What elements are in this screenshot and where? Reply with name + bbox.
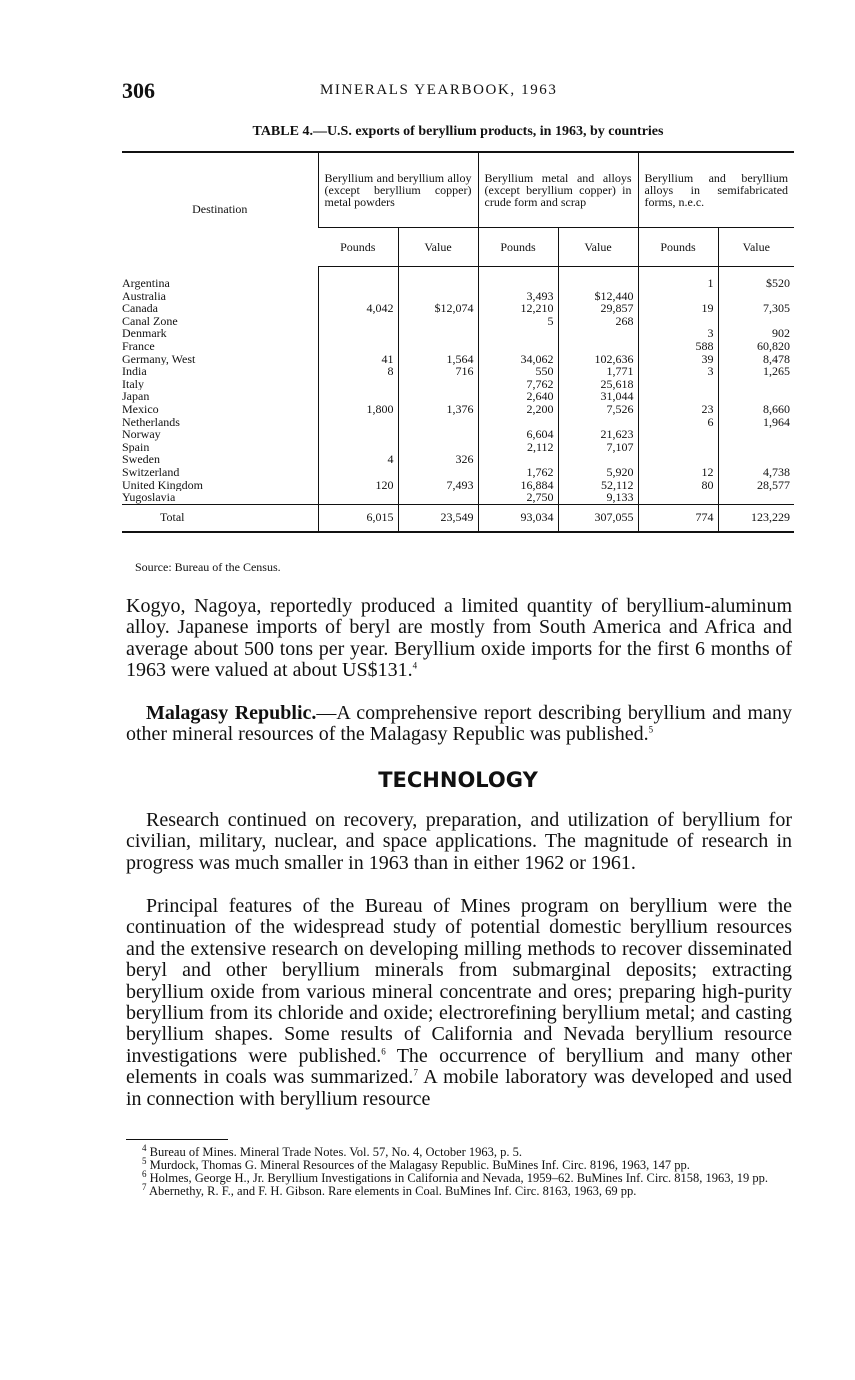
column-header: Value	[558, 228, 638, 267]
value-cell: 1,564	[398, 353, 478, 366]
value-cell: 8	[318, 365, 398, 378]
running-head	[122, 78, 794, 104]
value-cell	[718, 390, 794, 403]
footnote-ref: 6	[381, 1046, 386, 1057]
value-cell: 2,112	[478, 441, 558, 454]
value-cell	[638, 290, 718, 303]
paragraph-text: —A comprehensive report describing beryllium and many other mineral resources of the Malagasy Republic was published.	[126, 702, 792, 746]
value-cell	[398, 466, 478, 479]
footnote-ref: 4	[412, 660, 418, 671]
paragraph-research: Research continued on recovery, preparation, and utilization of beryllium for civilian, military, nuclear, and space applications. The magnitude of research in progress was much smaller in 1963 than in either 1962 or 1961.	[126, 809, 792, 874]
country-cell: Australia	[122, 289, 166, 303]
destination-header: Destination	[122, 152, 318, 267]
value-cell: 80	[638, 479, 718, 492]
footnote-rule	[126, 1139, 228, 1140]
table-row	[122, 428, 794, 441]
paragraph-japan	[126, 596, 792, 682]
total-value: 774	[638, 504, 718, 532]
value-cell	[478, 340, 558, 353]
total-value: 307,055	[558, 504, 638, 532]
value-cell	[398, 378, 478, 391]
table-caption: TABLE 4.—U.S. exports of beryllium products, in 1963, by countries	[252, 124, 664, 139]
value-cell	[638, 390, 718, 403]
paragraph-lead: Malagasy Republic.	[146, 702, 317, 724]
value-cell	[398, 491, 478, 504]
value-cell: 3,493	[478, 290, 558, 303]
country-cell: United Kingdom	[122, 478, 203, 492]
value-cell	[318, 290, 398, 303]
section-heading: TECHNOLOGY	[378, 768, 538, 792]
value-cell	[318, 378, 398, 391]
country-cell: Switzerland	[122, 465, 180, 479]
footnotes	[126, 1142, 792, 1198]
country-cell: Mexico	[122, 402, 159, 416]
value-cell	[398, 315, 478, 328]
value-cell: 1,800	[318, 403, 398, 416]
value-cell	[638, 378, 718, 391]
total-value: 23,549	[398, 504, 478, 532]
footnote-ref: 5	[648, 724, 654, 735]
paragraph-text: Principal features of the Bureau of Mines program on beryllium were the continuation of the widespread study of potential domestic beryllium resources and the extensive research on developing milling methods to recover disseminated beryl and other beryllium minerals from submarginal deposits; extracting beryllium oxide from various mineral concentrate and ores; preparing high-purity beryllium from its chloride and oxide; electrorefining beryllium metal; and casting beryllium shapes. Some results of California and Nevada beryllium resource investigations were published.	[126, 895, 792, 1067]
value-cell: 1	[638, 277, 718, 290]
table-row	[122, 491, 794, 504]
value-cell	[398, 340, 478, 353]
column-header: Pounds	[478, 228, 558, 267]
table-row	[122, 277, 794, 290]
value-cell: $12,074	[398, 302, 478, 315]
country-cell: Germany, West	[122, 352, 196, 366]
value-cell	[718, 453, 794, 466]
value-cell: 12	[638, 466, 718, 479]
value-cell	[318, 491, 398, 504]
footnote-text: Murdock, Thomas G. Mineral Resources of the Malagasy Republic. BuMines Inf. Circ. 8196, 1963, 147 pp.	[149, 1158, 690, 1172]
value-cell: 25,618	[558, 378, 638, 391]
value-cell: $520	[718, 277, 794, 290]
value-cell	[478, 277, 558, 290]
table-source-note: Source: Bureau of the Census.	[135, 560, 281, 574]
value-cell: 588	[638, 340, 718, 353]
value-cell	[718, 378, 794, 391]
value-cell: 31,044	[558, 390, 638, 403]
value-cell: 39	[638, 353, 718, 366]
value-cell: 19	[638, 302, 718, 315]
value-cell: 326	[398, 453, 478, 466]
value-cell	[318, 466, 398, 479]
country-cell: Japan	[122, 390, 150, 403]
journal-title: MINERALS YEARBOOK, 1963	[320, 82, 558, 98]
value-cell	[558, 327, 638, 340]
value-cell: 8,660	[718, 403, 794, 416]
table-row	[122, 416, 794, 429]
value-cell	[318, 327, 398, 340]
paragraph-text: Kogyo, Nagoya, reportedly produced a limited quantity of beryllium-aluminum alloy. Japanese imports of beryl are mostly from South America and Africa and average about 500 tons per year. Beryllium oxide imports for the first 6 months of 1963 were valued at about US$131.	[126, 595, 792, 682]
value-cell: 1,762	[478, 466, 558, 479]
value-cell	[718, 441, 794, 454]
total-value: 93,034	[478, 504, 558, 532]
value-cell: 7,107	[558, 441, 638, 454]
value-cell: 23	[638, 403, 718, 416]
value-cell: 5	[478, 315, 558, 328]
value-cell: 550	[478, 365, 558, 378]
value-cell: 4,042	[318, 302, 398, 315]
country-cell: Italy	[122, 377, 144, 391]
country-cell: France	[122, 339, 155, 353]
footnote-text: Bureau of Mines. Mineral Trade Notes. Vol. 57, No. 4, October 1963, p. 5.	[149, 1145, 523, 1159]
value-cell	[558, 277, 638, 290]
table-row	[122, 290, 794, 303]
table-row	[122, 453, 794, 466]
value-cell: 41	[318, 353, 398, 366]
value-cell	[638, 491, 718, 504]
value-cell	[398, 290, 478, 303]
total-value: 123,229	[718, 504, 794, 532]
value-cell: 902	[718, 327, 794, 340]
country-cell: Argentina	[122, 277, 170, 290]
table-body	[122, 267, 794, 532]
table-row	[122, 353, 794, 366]
value-cell	[398, 277, 478, 290]
total-value: 6,015	[318, 504, 398, 532]
country-cell: Sweden	[122, 453, 160, 466]
country-cell: Spain	[122, 440, 150, 454]
value-cell: 16,884	[478, 479, 558, 492]
footnote-ref: 7	[413, 1067, 418, 1078]
value-cell	[638, 441, 718, 454]
value-cell: 1,265	[718, 365, 794, 378]
value-cell	[718, 491, 794, 504]
value-cell: 34,062	[478, 353, 558, 366]
value-cell: 120	[318, 479, 398, 492]
table-row	[122, 441, 794, 454]
footnote-text: Holmes, George H., Jr. Beryllium Investigations in California and Nevada, 1959–62. BuMines Inf. Circ. 8158, 1963, 19 pp.	[149, 1171, 769, 1185]
value-cell: 716	[398, 365, 478, 378]
value-cell	[718, 315, 794, 328]
value-cell	[318, 428, 398, 441]
footnote-number: 7	[142, 1181, 147, 1192]
value-cell: 29,857	[558, 302, 638, 315]
column-header: Pounds	[318, 228, 398, 267]
country-cell: Canada	[122, 302, 158, 315]
value-cell: 52,112	[558, 479, 638, 492]
value-cell: $12,440	[558, 290, 638, 303]
footnote	[126, 1181, 792, 1198]
page-number: 306	[122, 78, 155, 103]
total-row	[122, 504, 794, 532]
value-cell: 3	[638, 327, 718, 340]
value-cell: 2,200	[478, 403, 558, 416]
value-cell	[318, 315, 398, 328]
value-cell: 5,920	[558, 466, 638, 479]
column-header: Value	[718, 228, 794, 267]
value-cell	[318, 340, 398, 353]
value-cell: 7,305	[718, 302, 794, 315]
value-cell	[478, 416, 558, 429]
paragraph-text: The occurrence of beryllium and many other elements in coals was summarized.	[126, 1044, 793, 1089]
value-cell: 9,133	[558, 491, 638, 504]
value-cell: 7,762	[478, 378, 558, 391]
country-cell: Canal Zone	[122, 314, 178, 328]
value-cell: 1,376	[398, 403, 478, 416]
table-row	[122, 340, 794, 353]
value-cell: 2,750	[478, 491, 558, 504]
paragraph-malagasy	[126, 703, 792, 746]
value-cell	[638, 453, 718, 466]
footnote-number: 4	[142, 1142, 147, 1153]
footnote-number: 6	[142, 1168, 147, 1179]
value-cell: 6	[638, 416, 718, 429]
value-cell	[638, 315, 718, 328]
value-cell	[478, 327, 558, 340]
value-cell	[558, 416, 638, 429]
group-header-crude-scrap: Beryllium metal and alloys (except beryllium copper) in crude form and scrap	[478, 152, 638, 228]
value-cell	[398, 441, 478, 454]
value-cell: 60,820	[718, 340, 794, 353]
country-cell: Denmark	[122, 327, 167, 340]
value-cell: 4	[318, 453, 398, 466]
table-row	[122, 403, 794, 416]
country-cell: India	[122, 365, 147, 378]
column-header: Value	[398, 228, 478, 267]
value-cell	[318, 390, 398, 403]
table-row	[122, 479, 794, 492]
value-cell	[398, 416, 478, 429]
table-row	[122, 327, 794, 340]
value-cell: 7,493	[398, 479, 478, 492]
country-cell: Norway	[122, 428, 161, 441]
value-cell: 3	[638, 365, 718, 378]
value-cell	[318, 441, 398, 454]
table-row	[122, 365, 794, 378]
value-cell: 6,604	[478, 428, 558, 441]
table-row	[122, 390, 794, 403]
table-row	[122, 466, 794, 479]
paragraph-bureau-program	[126, 896, 792, 1110]
value-cell: 268	[558, 315, 638, 328]
table-row	[122, 378, 794, 391]
value-cell	[478, 453, 558, 466]
group-header-powders: Beryllium and beryllium alloy (except beryllium copper) metal powders	[318, 152, 478, 228]
paragraph-text: A mobile laboratory was developed and used in connection with beryllium resource	[126, 1066, 792, 1110]
value-cell	[718, 290, 794, 303]
value-cell: 21,623	[558, 428, 638, 441]
exports-table	[122, 151, 794, 533]
total-label: Total	[122, 504, 318, 532]
value-cell	[558, 453, 638, 466]
country-cell: Yugoslavia	[122, 491, 176, 505]
value-cell: 1,771	[558, 365, 638, 378]
value-cell	[398, 390, 478, 403]
value-cell: 2,640	[478, 390, 558, 403]
value-cell	[398, 428, 478, 441]
value-cell	[558, 340, 638, 353]
value-cell: 7,526	[558, 403, 638, 416]
value-cell: 12,210	[478, 302, 558, 315]
footnote-text: Abernethy, R. F., and F. H. Gibson. Rare elements in Coal. BuMines Inf. Circ. 8163, 1963, 69 pp.	[148, 1184, 637, 1198]
value-cell	[318, 277, 398, 290]
value-cell: 1,964	[718, 416, 794, 429]
table-row	[122, 302, 794, 315]
table-row	[122, 315, 794, 328]
value-cell: 102,636	[558, 353, 638, 366]
value-cell	[718, 428, 794, 441]
column-header: Pounds	[638, 228, 718, 267]
country-cell: Netherlands	[122, 415, 180, 429]
value-cell: 8,478	[718, 353, 794, 366]
value-cell: 4,738	[718, 466, 794, 479]
footnote-number: 5	[142, 1155, 147, 1166]
value-cell	[318, 416, 398, 429]
group-header-semifabricated: Beryllium and beryllium alloys in semifabricated forms, n.e.c.	[638, 152, 794, 228]
value-cell	[398, 327, 478, 340]
value-cell	[638, 428, 718, 441]
value-cell: 28,577	[718, 479, 794, 492]
